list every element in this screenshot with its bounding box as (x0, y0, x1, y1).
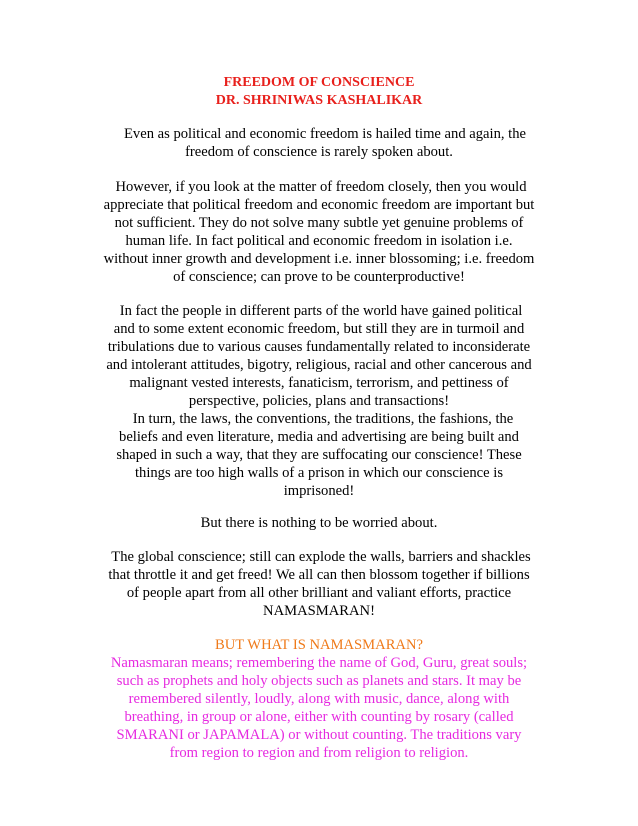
paragraph-line: not sufficient. They do not solve many subtle yet genuine problems of (114, 215, 524, 231)
paragraph-line: of people apart from all other brilliant and valiant efforts, practice (126, 585, 512, 601)
definition-line: SMARANI or JAPAMALA) or without counting. The traditions vary (116, 727, 522, 743)
paragraph-line: appreciate that political freedom and economic freedom are important but (103, 197, 535, 213)
paragraph-line: perspective, policies, plans and transactions! (188, 393, 450, 409)
paragraph-line: without inner growth and development i.e. inner blossoming; i.e. freedom (103, 251, 535, 267)
paragraph-line: freedom of conscience is rarely spoken about. (185, 144, 453, 160)
document-title: FREEDOM OF CONSCIENCE (223, 75, 415, 90)
definition-line: breathing, in group or alone, either with counting by rosary (called (124, 709, 514, 725)
paragraph-line: NAMASMARAN! (263, 603, 375, 619)
paragraph-line: and intolerant attitudes, bigotry, religious, racial and other cancerous and (106, 357, 532, 373)
paragraph-line: malignant vested interests, fanaticism, terrorism, and pettiness of (129, 375, 509, 391)
paragraph-line: Even as political and economic freedom is hailed time and again, the (124, 126, 526, 142)
paragraph-line: shaped in such a way, that they are suffocating our conscience! These (116, 447, 522, 463)
paragraph-line: of conscience; can prove to be counterproductive! (173, 269, 465, 285)
paragraph-line: human life. In fact political and economic freedom in isolation i.e. (125, 233, 513, 249)
paragraph-line: beliefs and even literature, media and advertising are being built and (119, 429, 519, 445)
definition-line: such as prophets and holy objects such as planets and stars. It may be (116, 673, 522, 689)
definition-line: remembered silently, loudly, along with music, dance, along with (128, 691, 510, 707)
paragraph-line: tribulations due to various causes fundamentally related to inconsiderate (107, 339, 531, 355)
document-author: DR. SHRINIWAS KASHALIKAR (215, 93, 423, 108)
paragraph-line: that throttle it and get freed! We all can then blossom together if billions (108, 567, 530, 583)
paragraph-line: However, if you look at the matter of freedom closely, then you would (115, 179, 527, 195)
paragraph-line: In turn, the laws, the conventions, the traditions, the fashions, the (132, 411, 514, 427)
paragraph-line: The global conscience; still can explode the walls, barriers and shackles (111, 549, 531, 565)
paragraph-line: In fact the people in different parts of the world have gained political (119, 303, 523, 319)
paragraph-line: things are too high walls of a prison in which our conscience is (134, 465, 503, 481)
section-heading: BUT WHAT IS NAMASMARAN? (215, 637, 423, 653)
paragraph-line: and to some extent economic freedom, but still they are in turmoil and (113, 321, 525, 337)
definition-line: from region to region and from religion to religion. (169, 745, 469, 761)
paragraph-line: But there is nothing to be worried about. (200, 515, 438, 531)
definition-line: Namasmaran means; remembering the name of God, Guru, great souls; (110, 655, 528, 671)
paragraph-line: imprisoned! (283, 483, 355, 499)
